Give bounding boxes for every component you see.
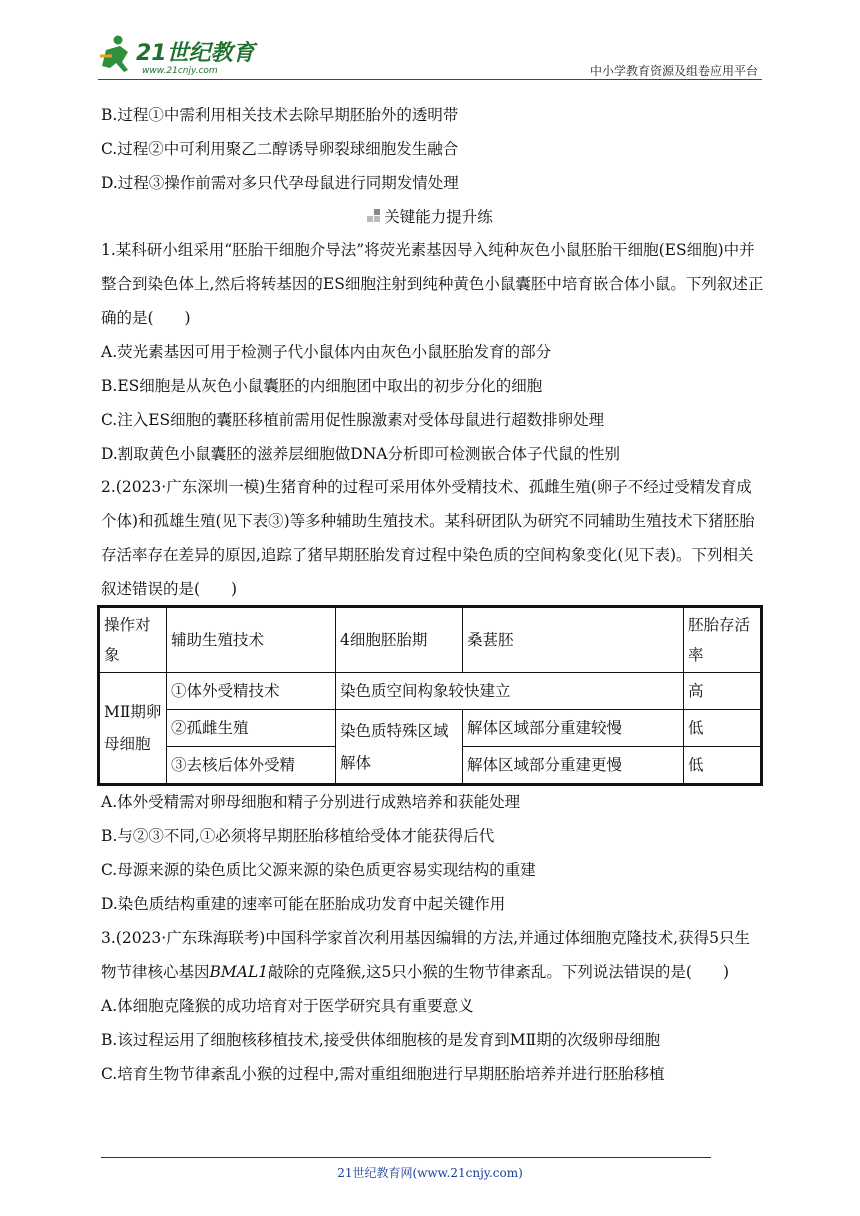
question-3-option-a: A.体细胞克隆猴的成功培育对于医学研究具有重要意义: [101, 997, 474, 1015]
page-header: [98, 32, 762, 82]
runner-icon: [100, 36, 128, 73]
question-2-option-c: C.母源来源的染色质比父源来源的染色质更容易实现结构的重建: [101, 861, 536, 879]
question-1-stem: 1.某科研小组采用“胚胎干细胞介导法”将荧光素基因导入纯种灰色小鼠胚胎干细胞(ES细胞)中并整合到染色体上,然后将转基因的ES细胞注射到纯种黄色小鼠囊胚中培育嵌合体小鼠。下列叙述正确的是( ): [101, 241, 764, 327]
question-1-option-b: B.ES细胞是从灰色小鼠囊胚的内细胞团中取出的初步分化的细胞: [101, 377, 543, 395]
section-marker-icon: [367, 209, 381, 223]
question-3-option-c: C.培育生物节律紊乱小猴的过程中,需对重组细胞进行早期胚胎培养并进行胚胎移植: [101, 1065, 665, 1083]
question-2-options: [101, 785, 765, 921]
table-cell: 解体区域部分重建更慢: [463, 747, 684, 785]
option-b-prev: B.过程①中需利用相关技术去除早期胚胎外的透明带: [101, 106, 459, 124]
question-2-option-d: D.染色质结构重建的速率可能在胚胎成功发育中起关键作用: [101, 895, 506, 913]
question-3-stem: [101, 921, 765, 989]
logo: [98, 32, 288, 78]
footer-rule: [101, 1157, 711, 1158]
platform-name: 中小学教育资源及组卷应用平台: [589, 64, 758, 78]
option-c-prev: C.过程②中可利用聚乙二醇诱导卵裂球细胞发生融合: [101, 140, 459, 158]
table-cell: 高: [684, 673, 762, 710]
table-cell-object: MⅡ期卵母细胞: [99, 673, 167, 785]
section-title: [0, 205, 860, 227]
table-header-cell: 桑葚胚: [463, 607, 684, 673]
table-header-cell: 辅助生殖技术: [167, 607, 336, 673]
question-2-option-a: A.体外受精需对卵母细胞和精子分别进行成熟培养和获能处理: [101, 793, 521, 811]
question-1-option-c: C.注入ES细胞的囊胚移植前需用促性腺激素对受体母鼠进行超数排卵处理: [101, 411, 605, 429]
table-cell: ③去核后体外受精: [167, 747, 336, 785]
table-cell: 低: [684, 747, 762, 785]
table-cell: ①体外受精技术: [167, 673, 336, 710]
section-title-text: 关键能力提升练: [384, 208, 493, 226]
table-row: [99, 673, 762, 710]
logo-text: 21世纪教育: [136, 41, 255, 66]
table-cell: 解体区域部分重建较慢: [463, 710, 684, 747]
question-2: [101, 470, 765, 606]
footer-text: 21世纪教育网(www.21cnjy.com): [337, 1166, 523, 1180]
question-3: [101, 921, 765, 1091]
table-header-cell: 4细胞胚胎期: [336, 607, 463, 673]
question-2-option-b: B.与②③不同,①必须将早期胚胎移植给受体才能获得后代: [101, 827, 495, 845]
option-d-prev: D.过程③操作前需对多只代孕母鼠进行同期发情处理: [101, 174, 459, 192]
table-cell: 低: [684, 710, 762, 747]
question-3-stem-b: 敲除的克隆猴,这5只小猴的生物节律紊乱。下列说法错误的是( ): [268, 963, 730, 981]
question-2-stem: 2.(2023·广东深圳一模)生猪育种的过程可采用体外受精技术、孤雌生殖(卵子不经过受精发育成个体)和孤雄生殖(见下表③)等多种辅助生殖技术。某科研团队为研究不同辅助生殖技术下猪胚胎存活率存在差异的原因,追踪了猪早期胚胎发育过程中染色质的空间构象变化(见下表)。下列相关叙述错误的是( ): [101, 478, 755, 598]
header-rule: [98, 79, 762, 80]
table-cell: 染色质特殊区域解体: [336, 710, 463, 785]
question-3-stem-a: 3.(2023·广东珠海联考)中国科学家首次利用基因编辑的方法,并通过体细胞克隆技术,获得5只生物节律核心基因: [101, 929, 750, 981]
logo-url: www.21cnjy.com: [142, 66, 218, 76]
table-row: [99, 710, 762, 747]
question-1: [101, 233, 765, 471]
table-cell: 染色质空间构象较快建立: [336, 673, 684, 710]
table-cell: ②孤雌生殖: [167, 710, 336, 747]
table-header-cell: 操作对象: [99, 607, 167, 673]
gene-name: BMAL1: [209, 963, 269, 981]
table-header-row: [99, 607, 762, 673]
question-1-option-a: A.荧光素基因可用于检测子代小鼠体内由灰色小鼠胚胎发育的部分: [101, 343, 552, 361]
question-1-option-d: D.割取黄色小鼠囊胚的滋养层细胞做DNA分析即可检测嵌合体子代鼠的性别: [101, 445, 620, 463]
assisted-reproduction-table: [97, 605, 763, 786]
question-3-option-b: B.该过程运用了细胞核移植技术,接受供体细胞核的是发育到MⅡ期的次级卵母细胞: [101, 1031, 661, 1049]
table-header-cell: 胚胎存活率: [684, 607, 762, 673]
